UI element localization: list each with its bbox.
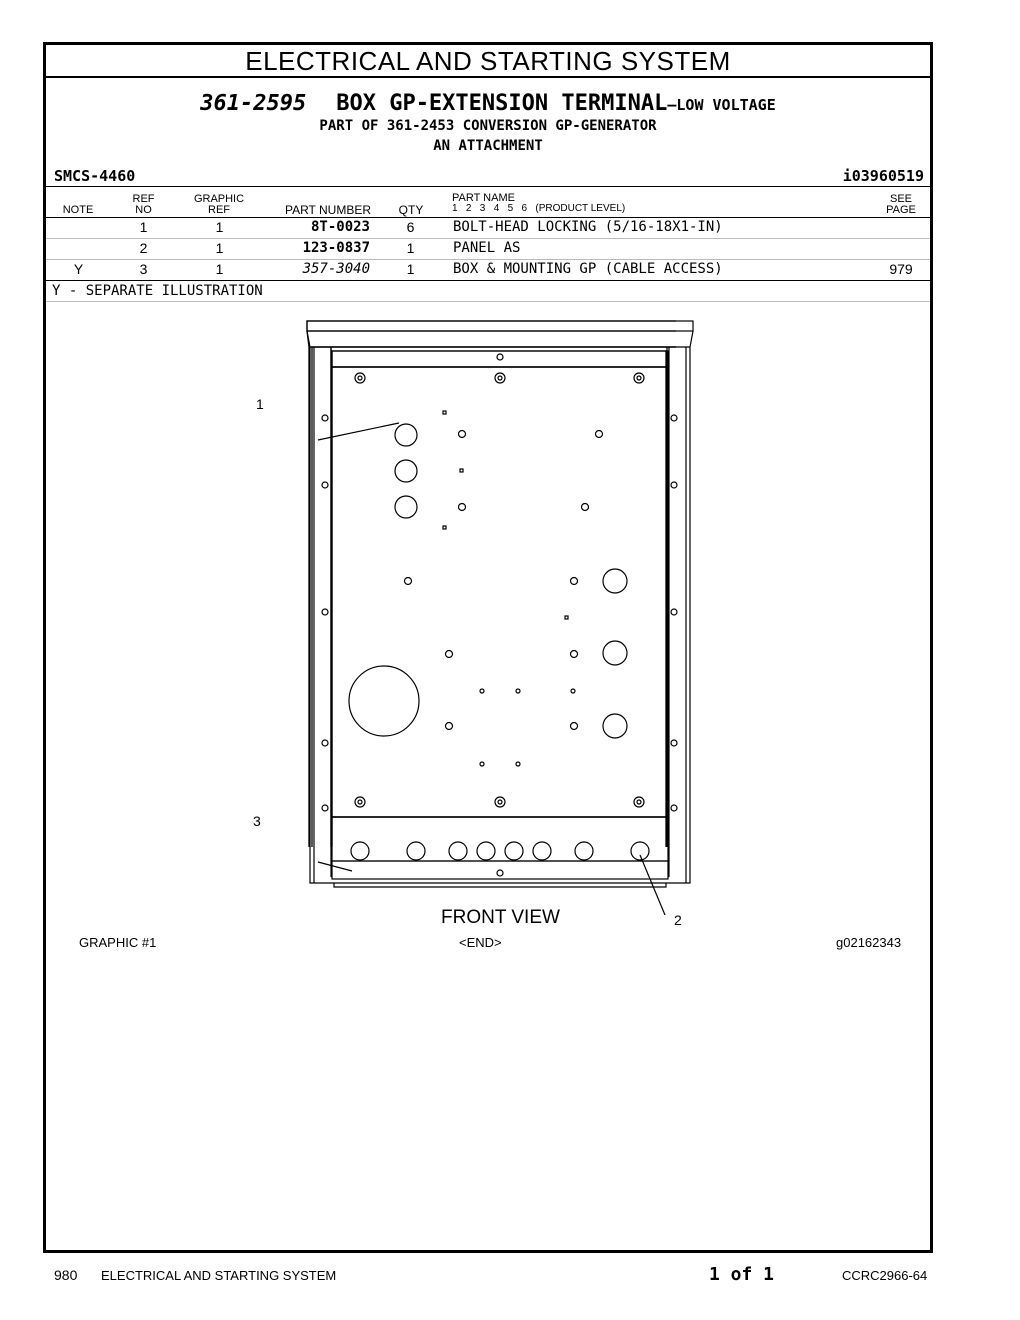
row-part-number[interactable]: 123-0837 [302,240,370,256]
row-qty: 6 [406,219,415,235]
col-product-level: 1 2 3 4 5 6 (PRODUCT LEVEL) [452,203,626,214]
graphic-label: GRAPHIC #1 [79,935,157,950]
row-graphic: 1 [215,219,224,235]
col-note: NOTE [62,204,94,216]
front-view-detail [244,315,884,915]
row-qty: 1 [406,240,415,256]
part-of-line-2: AN ATTACHMENT [433,138,543,154]
col-ref-2: NO [135,204,152,216]
callout-3: 3 [253,813,261,829]
section-title: ELECTRICAL AND STARTING SYSTEM [46,45,930,78]
table-bottom-rule [46,280,930,281]
document-id: i03960519 [842,167,924,185]
col-part-name: PART NAME [452,192,515,204]
part-name-title: BOX GP-EXTENSION TERMINAL [336,91,668,116]
lid [307,321,693,331]
col-graphic-2: REF [208,204,230,216]
row-graphic: 1 [215,261,224,277]
table-row [46,259,930,280]
footer-doc-code: CCRC2966-64 [842,1268,928,1283]
col-graphic-1: GRAPHIC [193,193,245,205]
header-rule [46,186,930,187]
footer-page-number: 980 [54,1267,78,1283]
page-frame [43,42,933,1253]
row-ref: 3 [139,261,148,277]
row-ref: 2 [139,240,148,256]
col-part-number: PART NUMBER [284,203,371,217]
part-heading [46,91,930,116]
col-see-1: SEE [889,193,912,205]
row-part-name: BOLT-HEAD LOCKING (5/16-18X1-IN) [453,219,723,235]
row-part-number[interactable]: 357-3040 [302,261,370,277]
smcs-code: SMCS-4460 [54,167,136,185]
part-of-line: PART OF 361-2453 CONVERSION GP-GENERATOR [319,118,657,134]
footer-section: ELECTRICAL AND STARTING SYSTEM [101,1268,337,1283]
graphic-id: g02162343 [836,935,902,950]
callout-1: 1 [256,396,264,412]
row-part-name: BOX & MOUNTING GP (CABLE ACCESS) [453,261,723,277]
row-note: Y [73,261,84,277]
row-part-number[interactable]: 8T-0023 [310,219,370,235]
table-row [46,217,930,238]
col-ref-1: REF [132,193,155,205]
row-part-name: PANEL AS [453,240,521,256]
row-qty: 1 [406,261,415,277]
view-label: FRONT VIEW [441,907,560,928]
end-marker: <END> [459,935,502,950]
footer-page-of: 1 of 1 [709,1264,775,1285]
footnote: Y - SEPARATE ILLUSTRATION [52,283,263,299]
table-row [46,238,930,259]
col-see-2: PAGE [886,204,916,216]
row-graphic: 1 [215,240,224,256]
part-name-suffix: —LOW VOLTAGE [667,96,776,114]
part-number-title: 361-2595 [200,91,307,116]
row-ref: 1 [139,219,148,235]
row-see-page[interactable]: 979 [889,261,913,277]
callout-2: 2 [674,912,682,928]
col-qty: QTY [398,203,424,217]
footnote-rule [46,301,930,302]
